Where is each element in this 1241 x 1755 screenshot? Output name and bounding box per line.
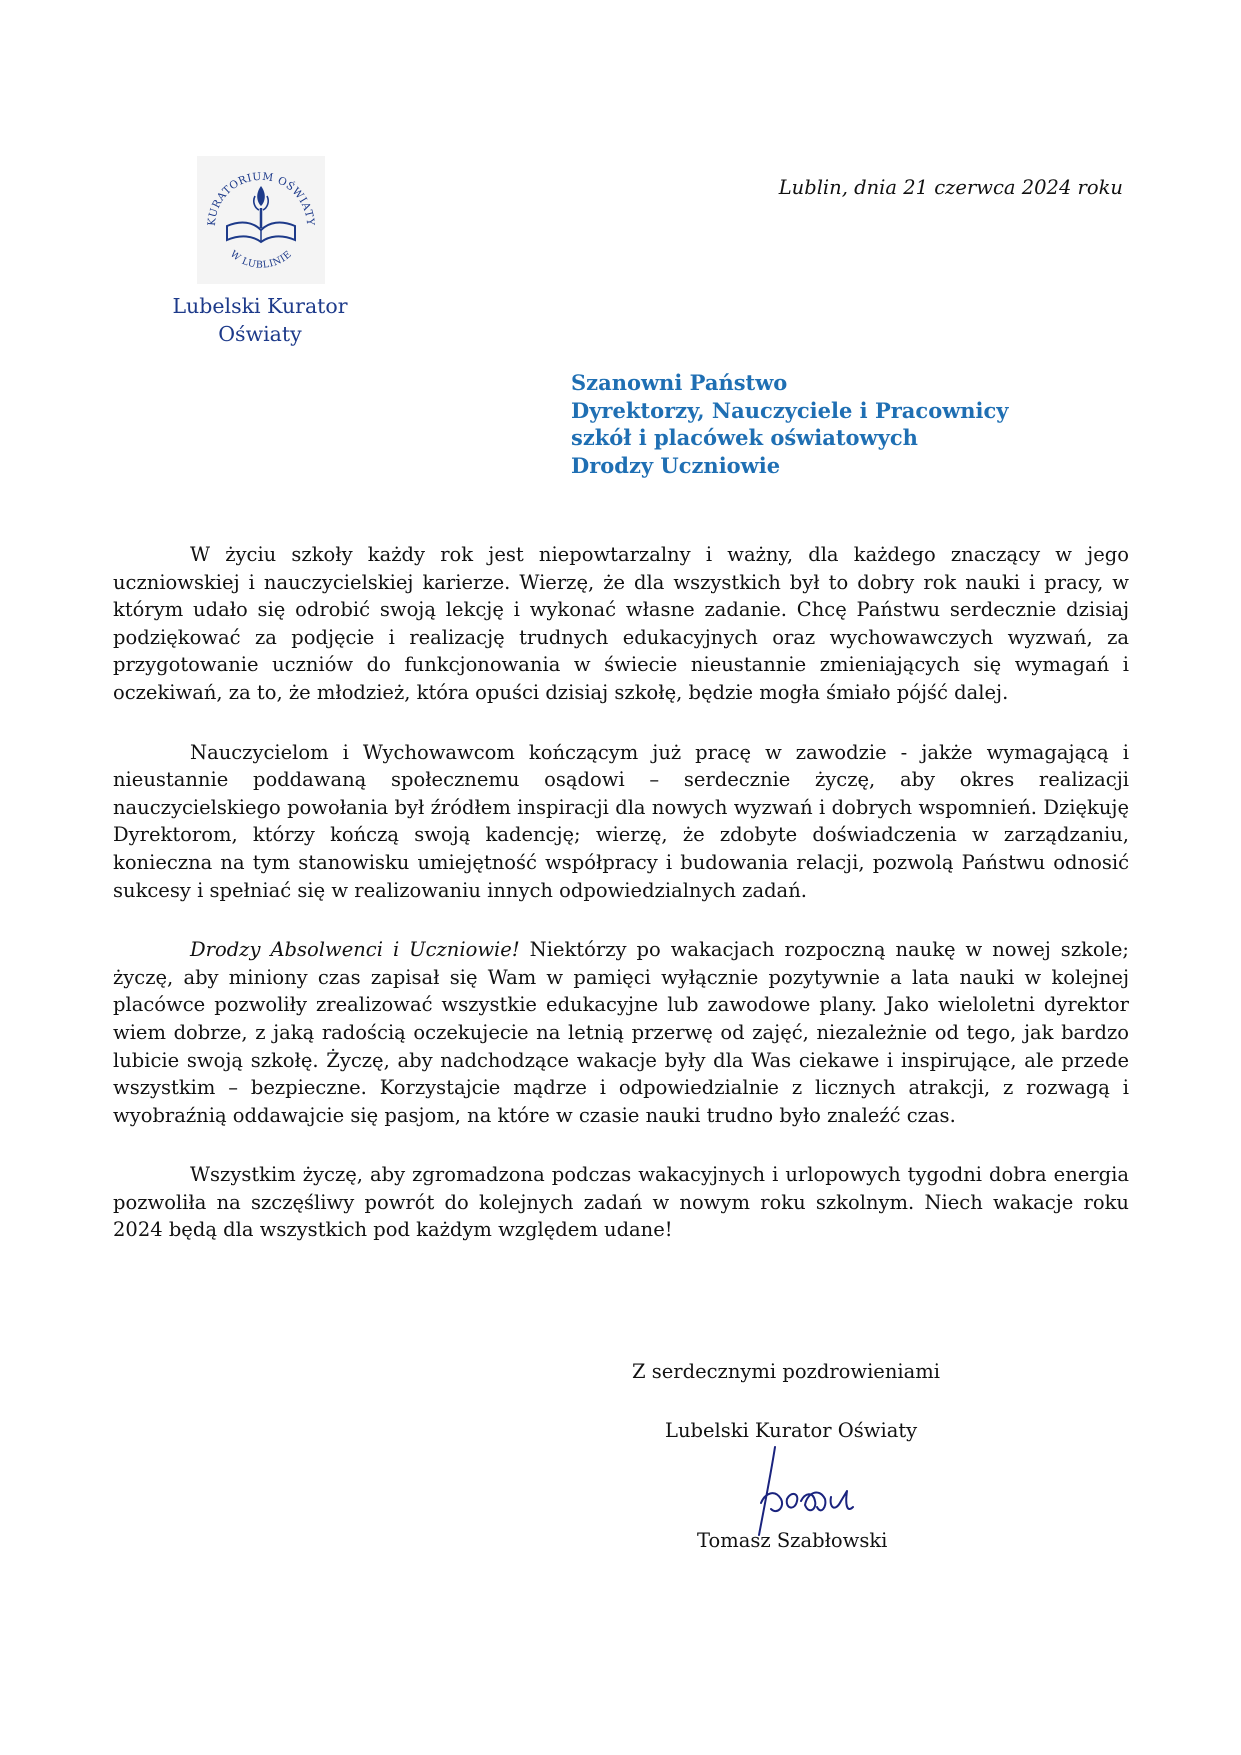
- addressee-line-2: Dyrektorzy, Nauczyciele i Pracownicy: [571, 397, 1009, 423]
- seal-text-top: KURATORIUM OŚWIATY: [205, 170, 317, 227]
- paragraph-3-text: Niektórzy po wakacjach rozpoczną naukę w nowej szkole; życzę, aby miniony czas zapisał się Wam w pamięci wyłącznie pozytywnie a lata nauki w kolejnej placówce pozwoliły zrealizować wszystkie edukacyjne lub zawodowe plany. Jako wieloletni dyrektor wiem dobrze, z jaką radością oczekujecie na letnią przerwę od zajęć, niezależnie od tego, jak bardzo lubicie swoją szkołę. Życzę, aby nadchodzące wakacje były dla Was ciekawe i inspirujące, ale przede wszystkim – bezpieczne. Korzystajcie mądrze i odpowiedzialnie z licznych atrakcji, z rozwagą i wyobraźnią oddawajcie się pasjom, na które w czasie nauki trudno było znaleźć czas.: [113, 938, 1129, 1127]
- kuratorium-seal: [197, 156, 325, 284]
- seal-text-bottom: W LUBLINIE: [227, 248, 295, 271]
- addressee-line-4: Drodzy Uczniowie: [571, 452, 781, 478]
- paragraph-1: W życiu szkoły każdy rok jest niepowtarzalny i ważny, dla każdego znaczący w jego uczniowskiej i nauczycielskiej karierze. Wierzę, że dla wszystkich był to dobry rok nauki i pracy, w którym udało się odrobić swoją lekcję i wykonać własne zadanie. Chcę Państwu serdecznie dzisiaj podziękować za podjęcie i realizację trudnych edukacyjnych oraz wychowawczych wyzwań, za przygotowanie uczniów do funkcjonowania w świecie nieustannie zmieniających się wymagań i oczekiwań, za to, że młodzież, która opuści dzisiaj szkołę, będzie mogła śmiało pójść dalej.: [113, 543, 1129, 704]
- letter-date: Lublin, dnia 21 czerwca 2024 roku: [778, 176, 1123, 199]
- letter-body: [113, 541, 1129, 1276]
- handwritten-signature: [735, 1443, 885, 1541]
- logo-title-line1: Lubelski Kurator: [172, 294, 348, 318]
- signatory-name: Tomasz Szabłowski: [697, 1529, 888, 1552]
- paragraph-2: Nauczycielom i Wychowawcom kończącym już pracę w zawodzie - jakże wymagającą i nieustannie poddawaną społecznemu osądowi – serdecznie życzę, aby okres realizacji nauczycielskiego powołania był źródłem inspiracji dla nowych wyzwań i dobrych wspomnień. Dziękuję Dyrektorom, którzy kończą swoją kadencję; wierzę, że zdobyte doświadczenia w zarządzaniu, konieczna na tym stanowisku umiejętność współpracy i budowania relacji, pozwolą Państwu odnosić sukcesy i spełniać się w realizowaniu innych odpowiedzialnych zadań.: [113, 740, 1129, 902]
- paragraph-3-lead: Drodzy Absolwenci i Uczniowie!: [190, 938, 520, 962]
- svg-text:W LUBLINIE: [228, 249, 294, 271]
- addressee-line-1: Szanowni Państwo: [571, 370, 788, 395]
- addressee-block: [571, 369, 1009, 479]
- signatory-role: Lubelski Kurator Oświaty: [665, 1419, 918, 1442]
- logo-title: [150, 292, 370, 348]
- torch-and-open-book-icon: [197, 156, 325, 284]
- closing-phrase: Z serdecznymi pozdrowieniami: [632, 1360, 940, 1383]
- paragraph-4: Wszystkim życzę, aby zgromadzona podczas wakacyjnych i urlopowych tygodni dobra energia pozwoliła na szczęśliwy powrót do kolejnych zadań w nowym roku szkolnym. Niech wakacje roku 2024 będą dla wszystkich pod każdym względem udane!: [113, 1163, 1129, 1242]
- paragraph-3: [113, 936, 1129, 1129]
- addressee-line-3: szkół i placówek oświatowych: [571, 425, 918, 450]
- logo-title-line2: Oświaty: [218, 322, 302, 346]
